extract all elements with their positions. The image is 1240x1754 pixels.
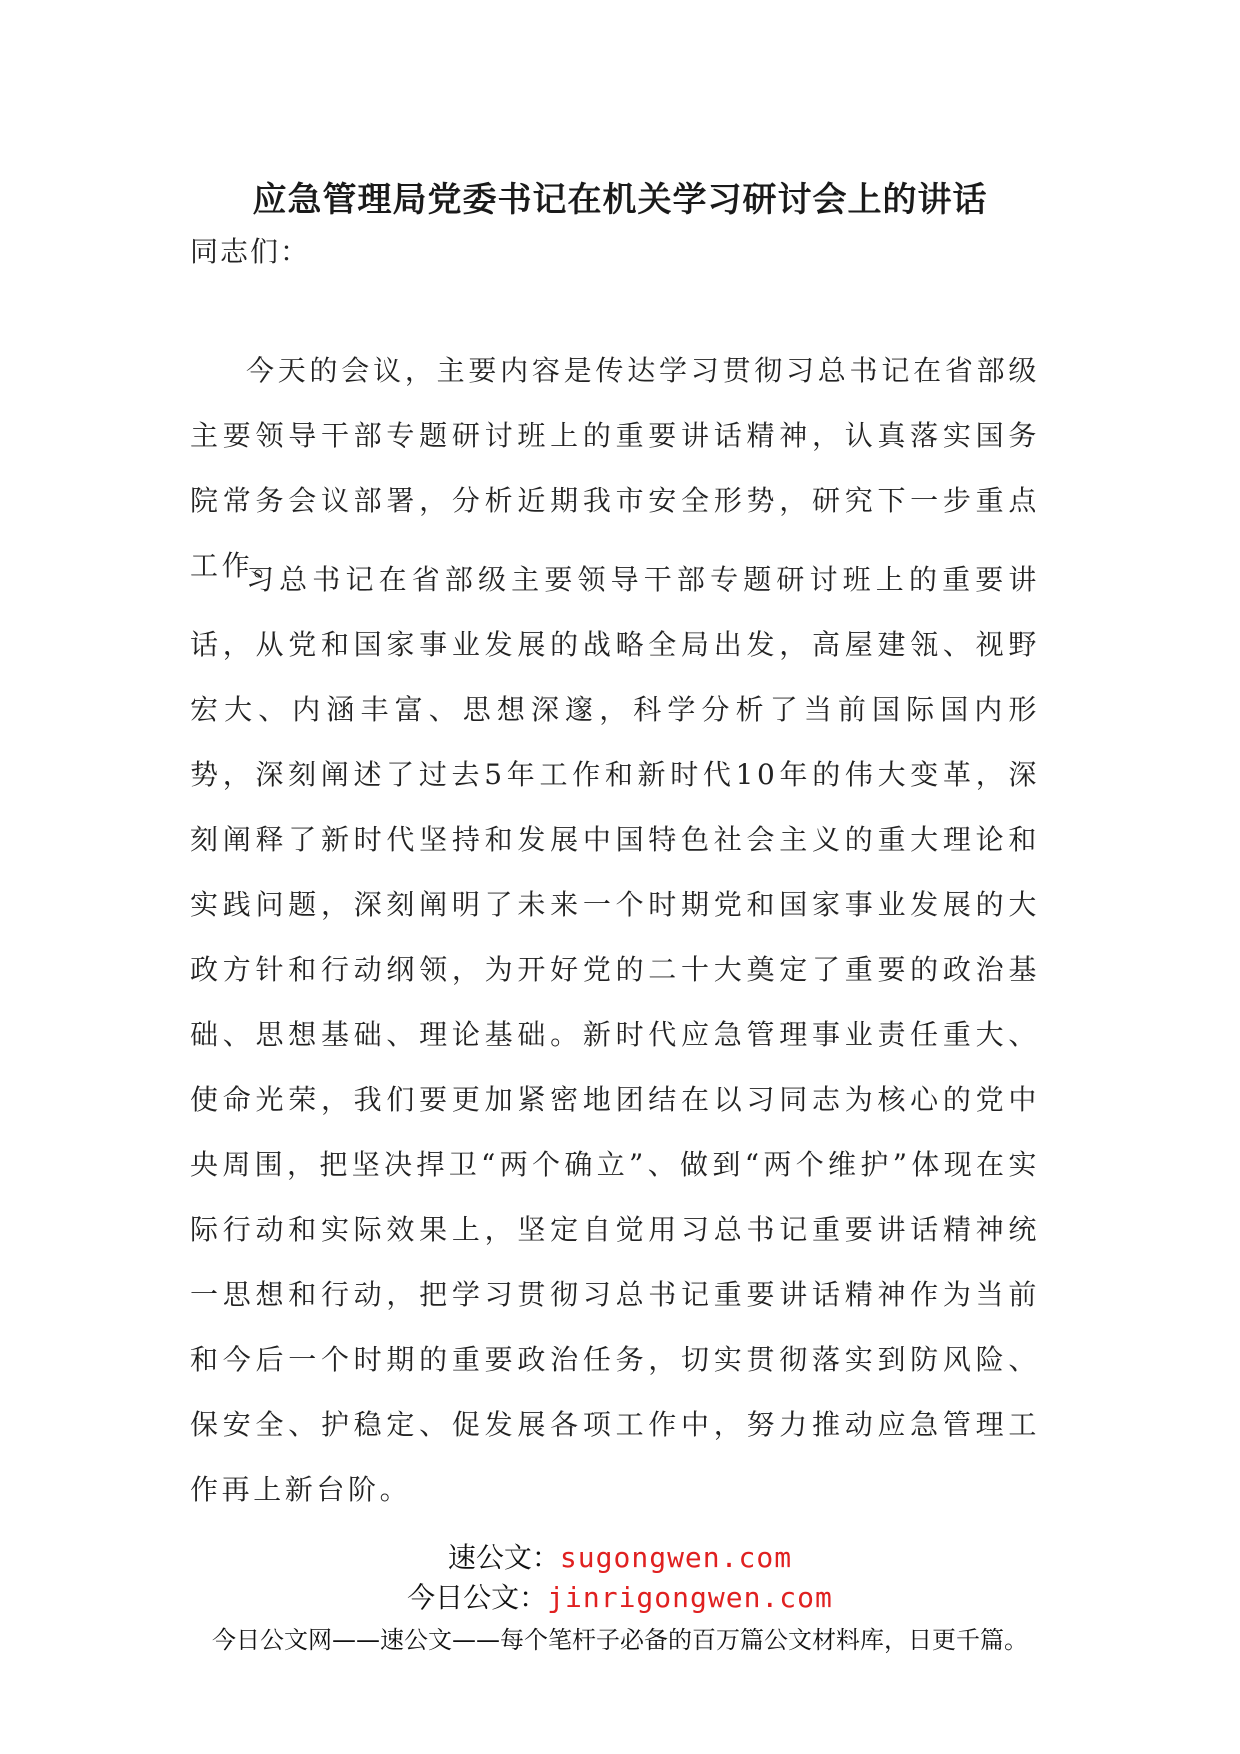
body-paragraph-1: 今天的会议，主要内容是传达学习贯彻习总书记在省部级主要领导干部专题研讨班上的重要讲话精神，认真落实国务院常务会议部署，分析近期我市安全形势，研究下一步重点工作。 (190, 354, 1040, 582)
page-title: 应急管理局党委书记在机关学习研讨会上的讲话 (252, 180, 988, 220)
footer-jinrigongwen-line (0, 1580, 1240, 1616)
body-paragraph-2: 习总书记在省部级主要领导干部专题研讨班上的重要讲话，从党和国家事业发展的战略全局出发，高屋建瓴、视野宏大、内涵丰富、思想深邃，科学分析了当前国际国内形势，深刻阐述了过去5年工作和新时代10年的伟大变革，深刻阐释了新时代坚持和发展中国特色社会主义的重大理论和实践问题，深刻阐明了未来一个时期党和国家事业发展的大政方针和行动纲领，为开好党的二十大奠定了重要的政治基础、思想基础、理论基础。新时代应急管理事业责任重大、使命光荣，我们要更加紧密地团结在以习同志为核心的党中央周围，把坚决捍卫“两个确立”、做到“两个维护”体现在实际行动和实际效果上，坚定自觉用习总书记重要讲话精神统一思想和行动，把学习贯彻习总书记重要讲话精神作为当前和今后一个时期的重要政治任务，切实贯彻落实到防风险、保安全、护稳定、促发展各项工作中，努力推动应急管理工作再上新台阶。 (190, 563, 1040, 1506)
footer-sugongwen-label: 速公文： (447, 1541, 560, 1574)
footer-tagline: 今日公文网——速公文——每个笔杆子必备的百万篇公文材料库，日更千篇。 (212, 1626, 1028, 1654)
footer-jinrigongwen-url[interactable]: jinrigongwen.com (547, 1581, 833, 1614)
footer-sugongwen-url[interactable]: sugongwen.com (559, 1541, 793, 1574)
salutation: 同志们： (190, 235, 311, 268)
footer-sugongwen-line (0, 1540, 1240, 1576)
footer-jinrigongwen-label: 今日公文： (407, 1581, 548, 1614)
